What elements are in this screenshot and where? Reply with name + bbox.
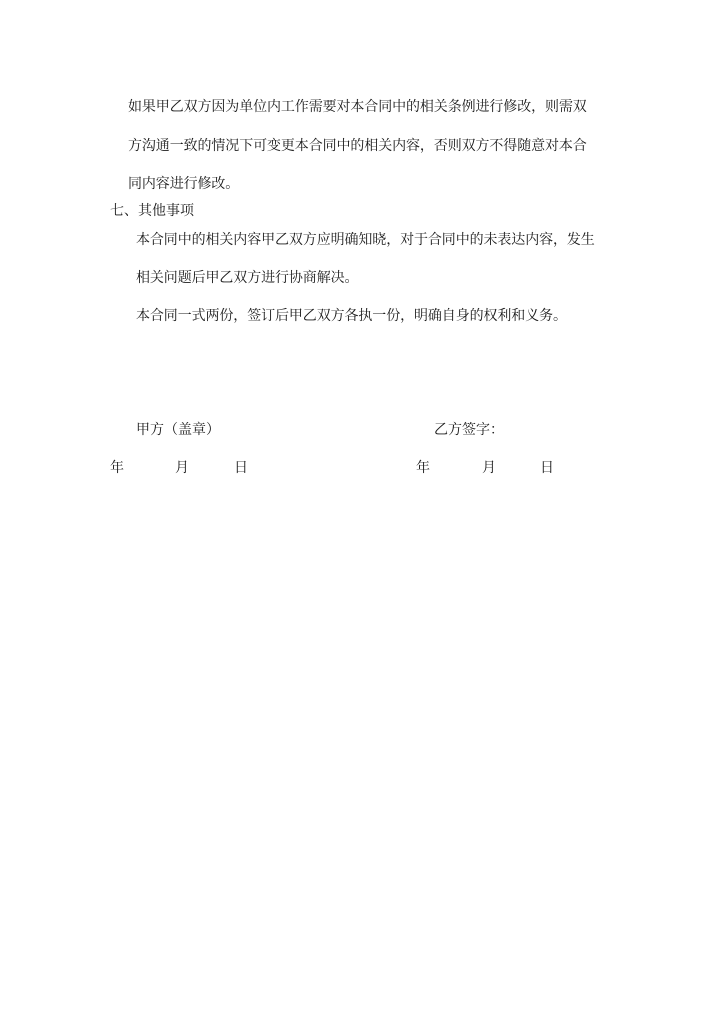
paragraph-line: 方沟通一致的情况下可变更本合同中的相关内容，否则双方不得随意对本合	[128, 138, 587, 154]
paragraph-line: 本合同一式两份，签订后甲乙双方各执一份，明确自身的权利和义务。	[136, 308, 567, 324]
party-b-date-day: 日	[540, 460, 554, 476]
paragraph-line: 同内容进行修改。	[128, 176, 240, 192]
paragraph-line: 如果甲乙双方因为单位内工作需要对本合同中的相关条例进行修改，则需双	[128, 99, 587, 115]
party-b-date-month: 月	[482, 460, 496, 476]
party-a-date-month: 月	[175, 460, 189, 476]
party-b-date-year: 年	[416, 460, 430, 476]
party-b-signature-label: 乙方签字：	[434, 422, 504, 438]
section-heading: 七、其他事项	[110, 203, 194, 219]
party-a-signature-label: 甲方（盖章）	[136, 422, 220, 438]
paragraph-line: 相关问题后甲乙双方进行协商解决。	[136, 270, 359, 286]
paragraph-line: 本合同中的相关内容甲乙双方应明确知晓，对于合同中的未表达内容，发生	[136, 232, 595, 248]
party-a-date-day: 日	[234, 460, 248, 476]
party-a-date-year: 年	[110, 460, 124, 476]
